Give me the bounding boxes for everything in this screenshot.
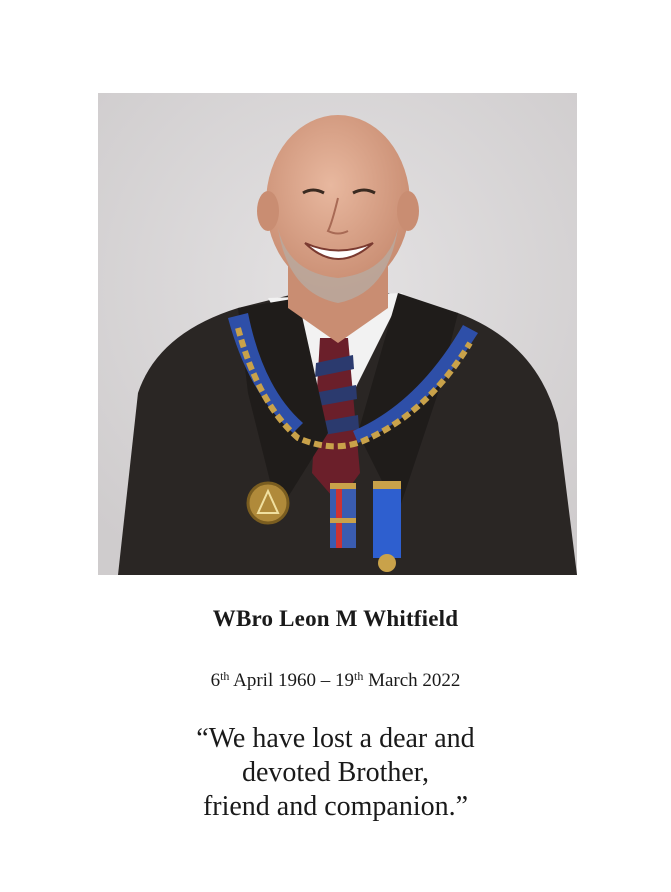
birth-day: 6 xyxy=(210,670,221,691)
quote-line: devoted Brother, xyxy=(241,757,430,788)
portrait-photo xyxy=(98,93,577,575)
memorial-dates xyxy=(0,670,671,692)
memorial-quote xyxy=(0,722,671,824)
portrait-illustration xyxy=(98,93,577,575)
birth-day-suffix: th xyxy=(220,669,230,683)
birth-rest: April 1960 – xyxy=(229,670,335,691)
quote-line: “We have lost a dear and xyxy=(196,723,475,754)
death-day-suffix: th xyxy=(353,669,364,683)
death-day: 19 xyxy=(334,670,354,691)
memorial-name: WBro Leon M Whitfield xyxy=(212,606,459,631)
quote-line: friend and companion.” xyxy=(202,791,469,822)
death-rest: March 2022 xyxy=(363,670,461,691)
